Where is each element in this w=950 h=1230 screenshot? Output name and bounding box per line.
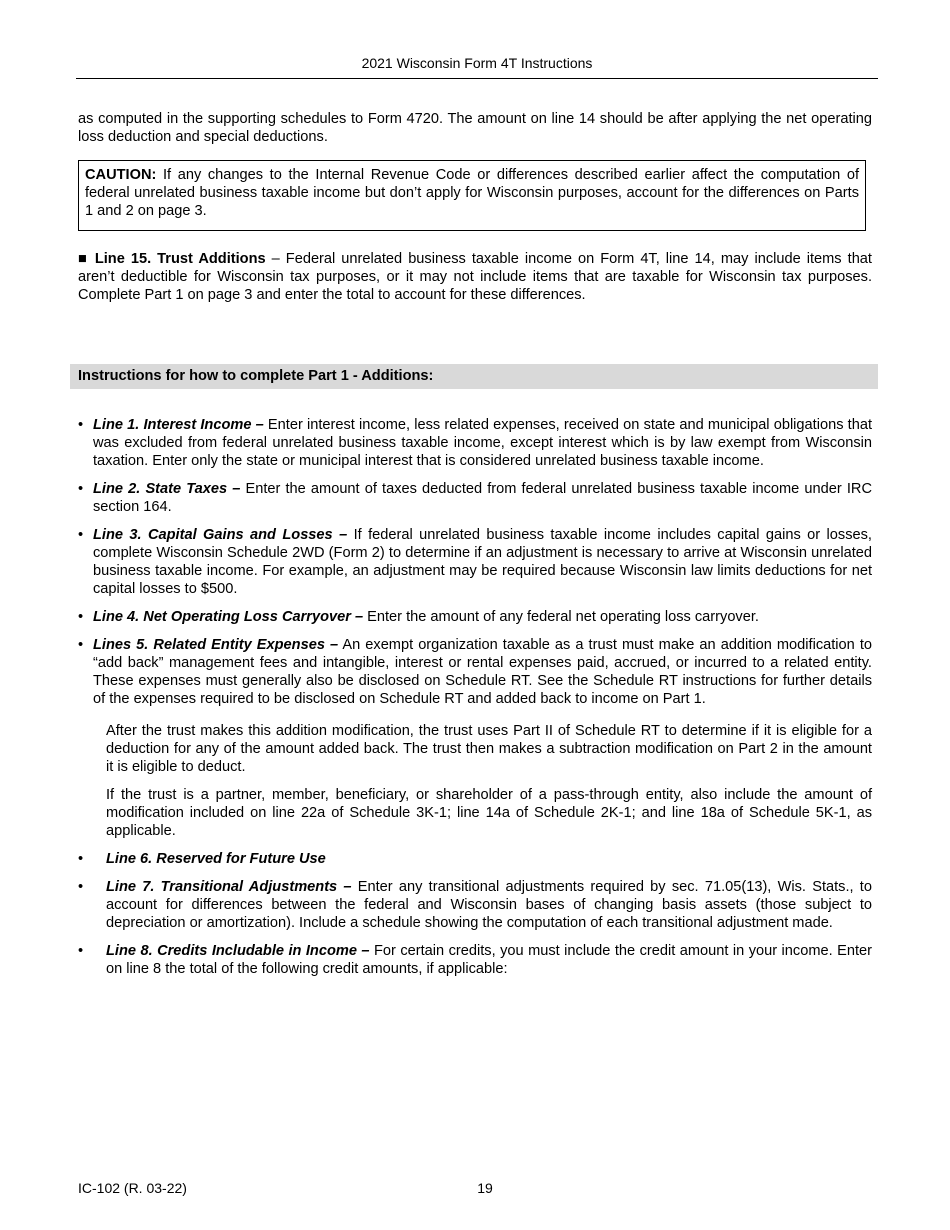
bullet-icon: • — [78, 481, 84, 497]
line7-title: Line 7. Transitional Adjustments – — [106, 879, 352, 895]
caution-text: If any changes to the Internal Revenue Code or differences described earlier affect the computation of federal unrelated business taxable income but don’t apply for Wisconsin purposes, account for the differences on Parts 1 and 2 on page 3. — [85, 167, 859, 219]
line7-text: Enter any transitional adjustments required by sec. 71.05(13), Wis. Stats., to account for differences between the federal and Wisconsin bases of changing basis assets (those subject to depreciation or amortization). Include a schedule showing the computation of each transitional adjustment made. — [106, 879, 872, 931]
page-header-title: 2021 Wisconsin Form 4T Instructions — [361, 55, 593, 71]
line15-text: – Federal unrelated business taxable income on Form 4T, line 14, may include items that aren’t deductible for Wisconsin tax purposes, or it may not include items that are taxable for Wisconsin tax purposes. Complete Part 1 on page 3 and enter the total to account for these differences. — [78, 251, 872, 303]
list-item-line8 — [78, 942, 872, 978]
section-heading: Instructions for how to complete Part 1 - Additions: — [78, 368, 434, 384]
line6-title: Line 6. Reserved for Future Use — [106, 851, 326, 867]
caution-box — [78, 160, 866, 231]
bullet-icon: • — [78, 851, 84, 867]
list-item-line7 — [78, 878, 872, 932]
list-item-line5 — [78, 636, 872, 708]
additions-instructions-list — [78, 416, 872, 988]
line5-paragraph-3: If the trust is a partner, member, beneficiary, or shareholder of a pass-through entity, also include the amount of modification included on line 22a of Schedule 3K-1; line 14a of Schedule 2K-1; and line 18a of Schedule 5K-1, as applicable. — [106, 787, 872, 839]
bullet-icon: • — [78, 637, 84, 653]
intro-paragraph: as computed in the supporting schedules to Form 4720. The amount on line 14 should be after applying the net operating loss deduction and special deductions. — [78, 111, 872, 145]
line3-text: If federal unrelated business taxable income includes capital gains or losses, complete Wisconsin Schedule 2WD (Form 2) to determine if an adjustment is necessary to arrive at Wisconsin unrelated business taxable income. For example, an adjustment may be required because Wisconsin law limits deductions for net capital losses to $500. — [93, 527, 872, 597]
list-item-line6 — [78, 850, 872, 868]
section-heading-band — [70, 364, 878, 389]
line8-text: For certain credits, you must include the credit amount in your income. Enter on line 8 the total of the following credit amounts, if applicable: — [106, 943, 872, 977]
footer-page-number: 19 — [477, 1180, 493, 1196]
line5-text: An exempt organization taxable as a trust must make an addition modification to “add back” management fees and intangible, interest or rental expenses paid, accrued, or incurred to a related entity. These expenses must generally also be disclosed on Schedule RT. See the Schedule RT instructions for further details of the expenses required to be disclosed on Schedule RT and added back to income on Part 1. — [93, 637, 872, 707]
line1-title: Line 1. Interest Income – — [93, 417, 264, 433]
square-bullet-icon: ■ — [78, 251, 89, 267]
list-item-line4 — [78, 608, 872, 626]
line3-title: Line 3. Capital Gains and Losses – — [93, 527, 348, 543]
line5-title: Lines 5. Related Entity Expenses – — [93, 637, 339, 653]
bullet-icon: • — [78, 943, 84, 959]
bullet-icon: • — [78, 417, 84, 433]
list-item-line1 — [78, 416, 872, 470]
line15-title: Line 15. Trust Additions — [88, 251, 266, 267]
footer-form-id: IC-102 (R. 03-22) — [78, 1180, 187, 1196]
line1-text: Enter interest income, less related expenses, received on state and municipal obligations that was excluded from federal unrelated business taxable income, except interest which is by law exempt from Wisconsin taxation. Enter only the state or municipal interest that is considered unrelated business taxable income. — [93, 417, 872, 469]
line2-title: Line 2. State Taxes – — [93, 481, 241, 497]
line2-text: Enter the amount of taxes deducted from federal unrelated business taxable income under IRC section 164. — [93, 481, 873, 515]
line8-title: Line 8. Credits Includable in Income – — [106, 943, 370, 959]
line4-title: Line 4. Net Operating Loss Carryover – — [93, 609, 364, 625]
line15-paragraph — [78, 250, 872, 304]
list-item-line2 — [78, 480, 872, 516]
bullet-icon: • — [78, 879, 84, 895]
list-item-line3 — [78, 526, 872, 598]
bullet-icon: • — [78, 527, 84, 543]
line5-paragraph-2: After the trust makes this addition modification, the trust uses Part II of Schedule RT to determine if it is eligible for a deduction for any of the amount added back. The trust then makes a subtraction modification on Part 2 in the amount it is eligible to deduct. — [106, 723, 872, 775]
header-divider — [76, 78, 878, 79]
caution-label: CAUTION: — [85, 167, 157, 183]
line4-text: Enter the amount of any federal net operating loss carryover. — [363, 609, 759, 625]
bullet-icon: • — [78, 609, 84, 625]
